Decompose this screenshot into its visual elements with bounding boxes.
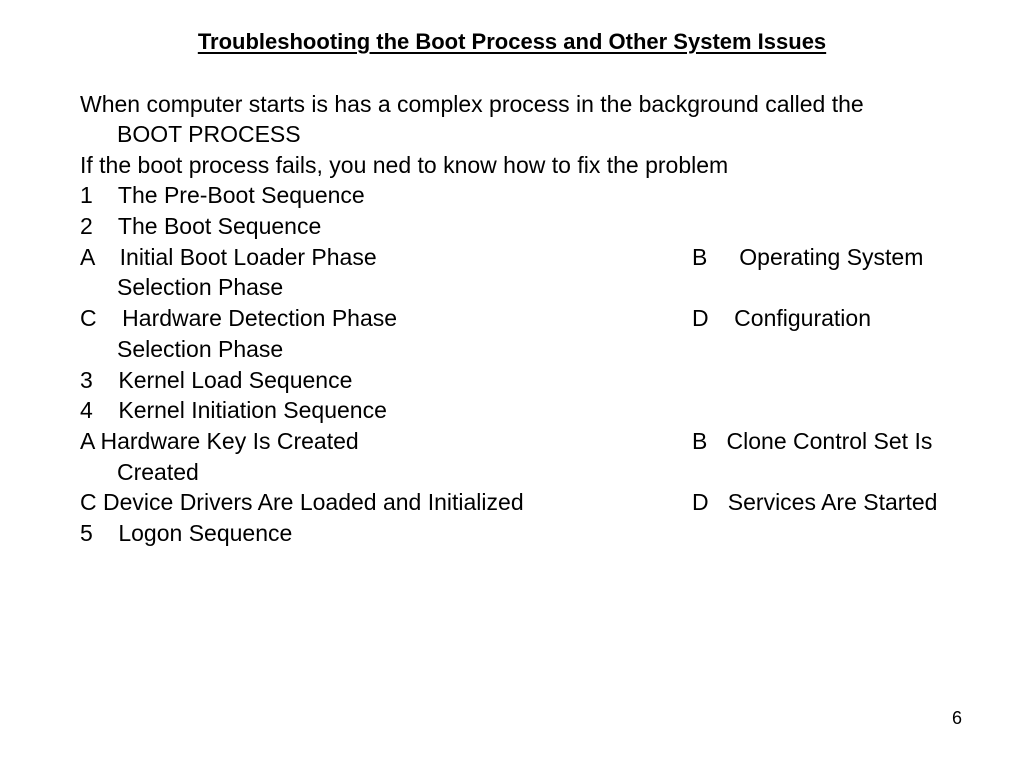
step-2-b: B Operating System [692, 244, 924, 270]
step-5: 5 Logon Sequence [80, 520, 293, 546]
step-2-d: D Configuration [692, 305, 871, 331]
step-4-b-continued: Created [117, 459, 199, 485]
step-4: 4 Kernel Initiation Sequence [80, 397, 387, 423]
step-3: 3 Kernel Load Sequence [80, 367, 353, 393]
step-1: 1 The Pre-Boot Sequence [80, 182, 365, 208]
step-4-b: B Clone Control Set Is [692, 428, 933, 454]
step-2-d-continued: Selection Phase [117, 336, 284, 362]
step-2-a: A Initial Boot Loader Phase [80, 244, 377, 270]
slide-number: 6 [951, 708, 962, 728]
step-4-d: D Services Are Started [692, 489, 938, 515]
intro-line-1: When computer starts is has a complex process in the background called the [80, 91, 864, 117]
step-2-c: C Hardware Detection Phase [80, 305, 398, 331]
intro-line-1-continued: BOOT PROCESS [117, 121, 301, 147]
step-4-a: A Hardware Key Is Created [80, 428, 359, 454]
step-4-c: C Device Drivers Are Loaded and Initialized [80, 489, 524, 515]
step-2: 2 The Boot Sequence [80, 213, 322, 239]
intro-line-2: If the boot process fails, you ned to know how to fix the problem [80, 152, 729, 178]
slide-title: Troubleshooting the Boot Process and Other System Issues [197, 29, 827, 54]
step-2-b-continued: Selection Phase [117, 274, 284, 300]
